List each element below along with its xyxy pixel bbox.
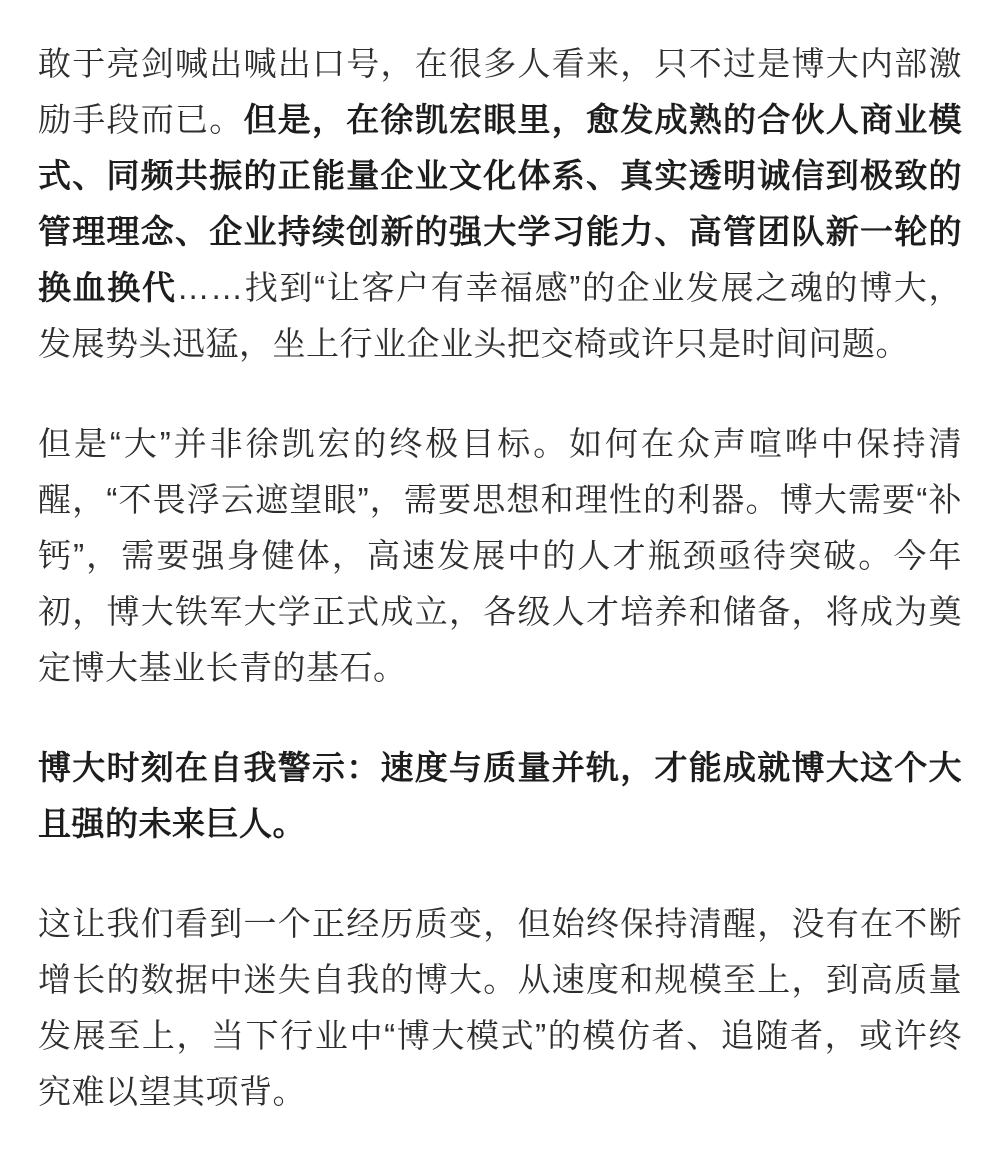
para-3 — [38, 740, 962, 852]
para-2 — [38, 416, 962, 696]
paragraph-3-bold-statement: 博大时刻在自我警示：速度与质量并轨，才能成就博大这个大且强的未来巨人。 — [38, 749, 962, 842]
paragraph-1-bold-emphasis: 但是，在徐凯宏眼里，愈发成熟的合伙人商业模式、同频共振的正能量企业文化体系、真实透明诚信到极致的管理理念、企业持续创新的强大学习能力、高管团队新一轮的换血换代 — [38, 101, 962, 306]
paragraph-1-normal-lead: 敢于亮剑喊出喊出口号，在很多人看来，只不过是博大内部激励手段而已。 — [38, 45, 962, 138]
paragraph-2-body: 但是“大”并非徐凯宏的终极目标。如何在众声喧哗中保持清醒，“不畏浮云遮望眼”，需要思想和理性的利器。博大需要“补钙”，需要强身健体，高速发展中的人才瓶颈亟待突破。今年初，博大铁军大学正式成立，各级人才培养和储备，将成为奠定博大基业长青的基石。 — [38, 425, 962, 686]
paragraph-1-normal-tail: ……找到“让客户有幸福感”的企业发展之魂的博大，发展势头迅猛，坐上行业企业头把交椅或许只是时间问题。 — [38, 269, 963, 362]
para-1 — [38, 36, 962, 372]
paragraph-list — [38, 36, 962, 1120]
paragraph-4-body: 这让我们看到一个正经历质变，但始终保持清醒，没有在不断增长的数据中迷失自我的博大。从速度和规模至上，到高质量发展至上，当下行业中“博大模式”的模仿者、追随者，或许终究难以望其项背。 — [38, 905, 962, 1110]
para-4 — [38, 896, 962, 1120]
